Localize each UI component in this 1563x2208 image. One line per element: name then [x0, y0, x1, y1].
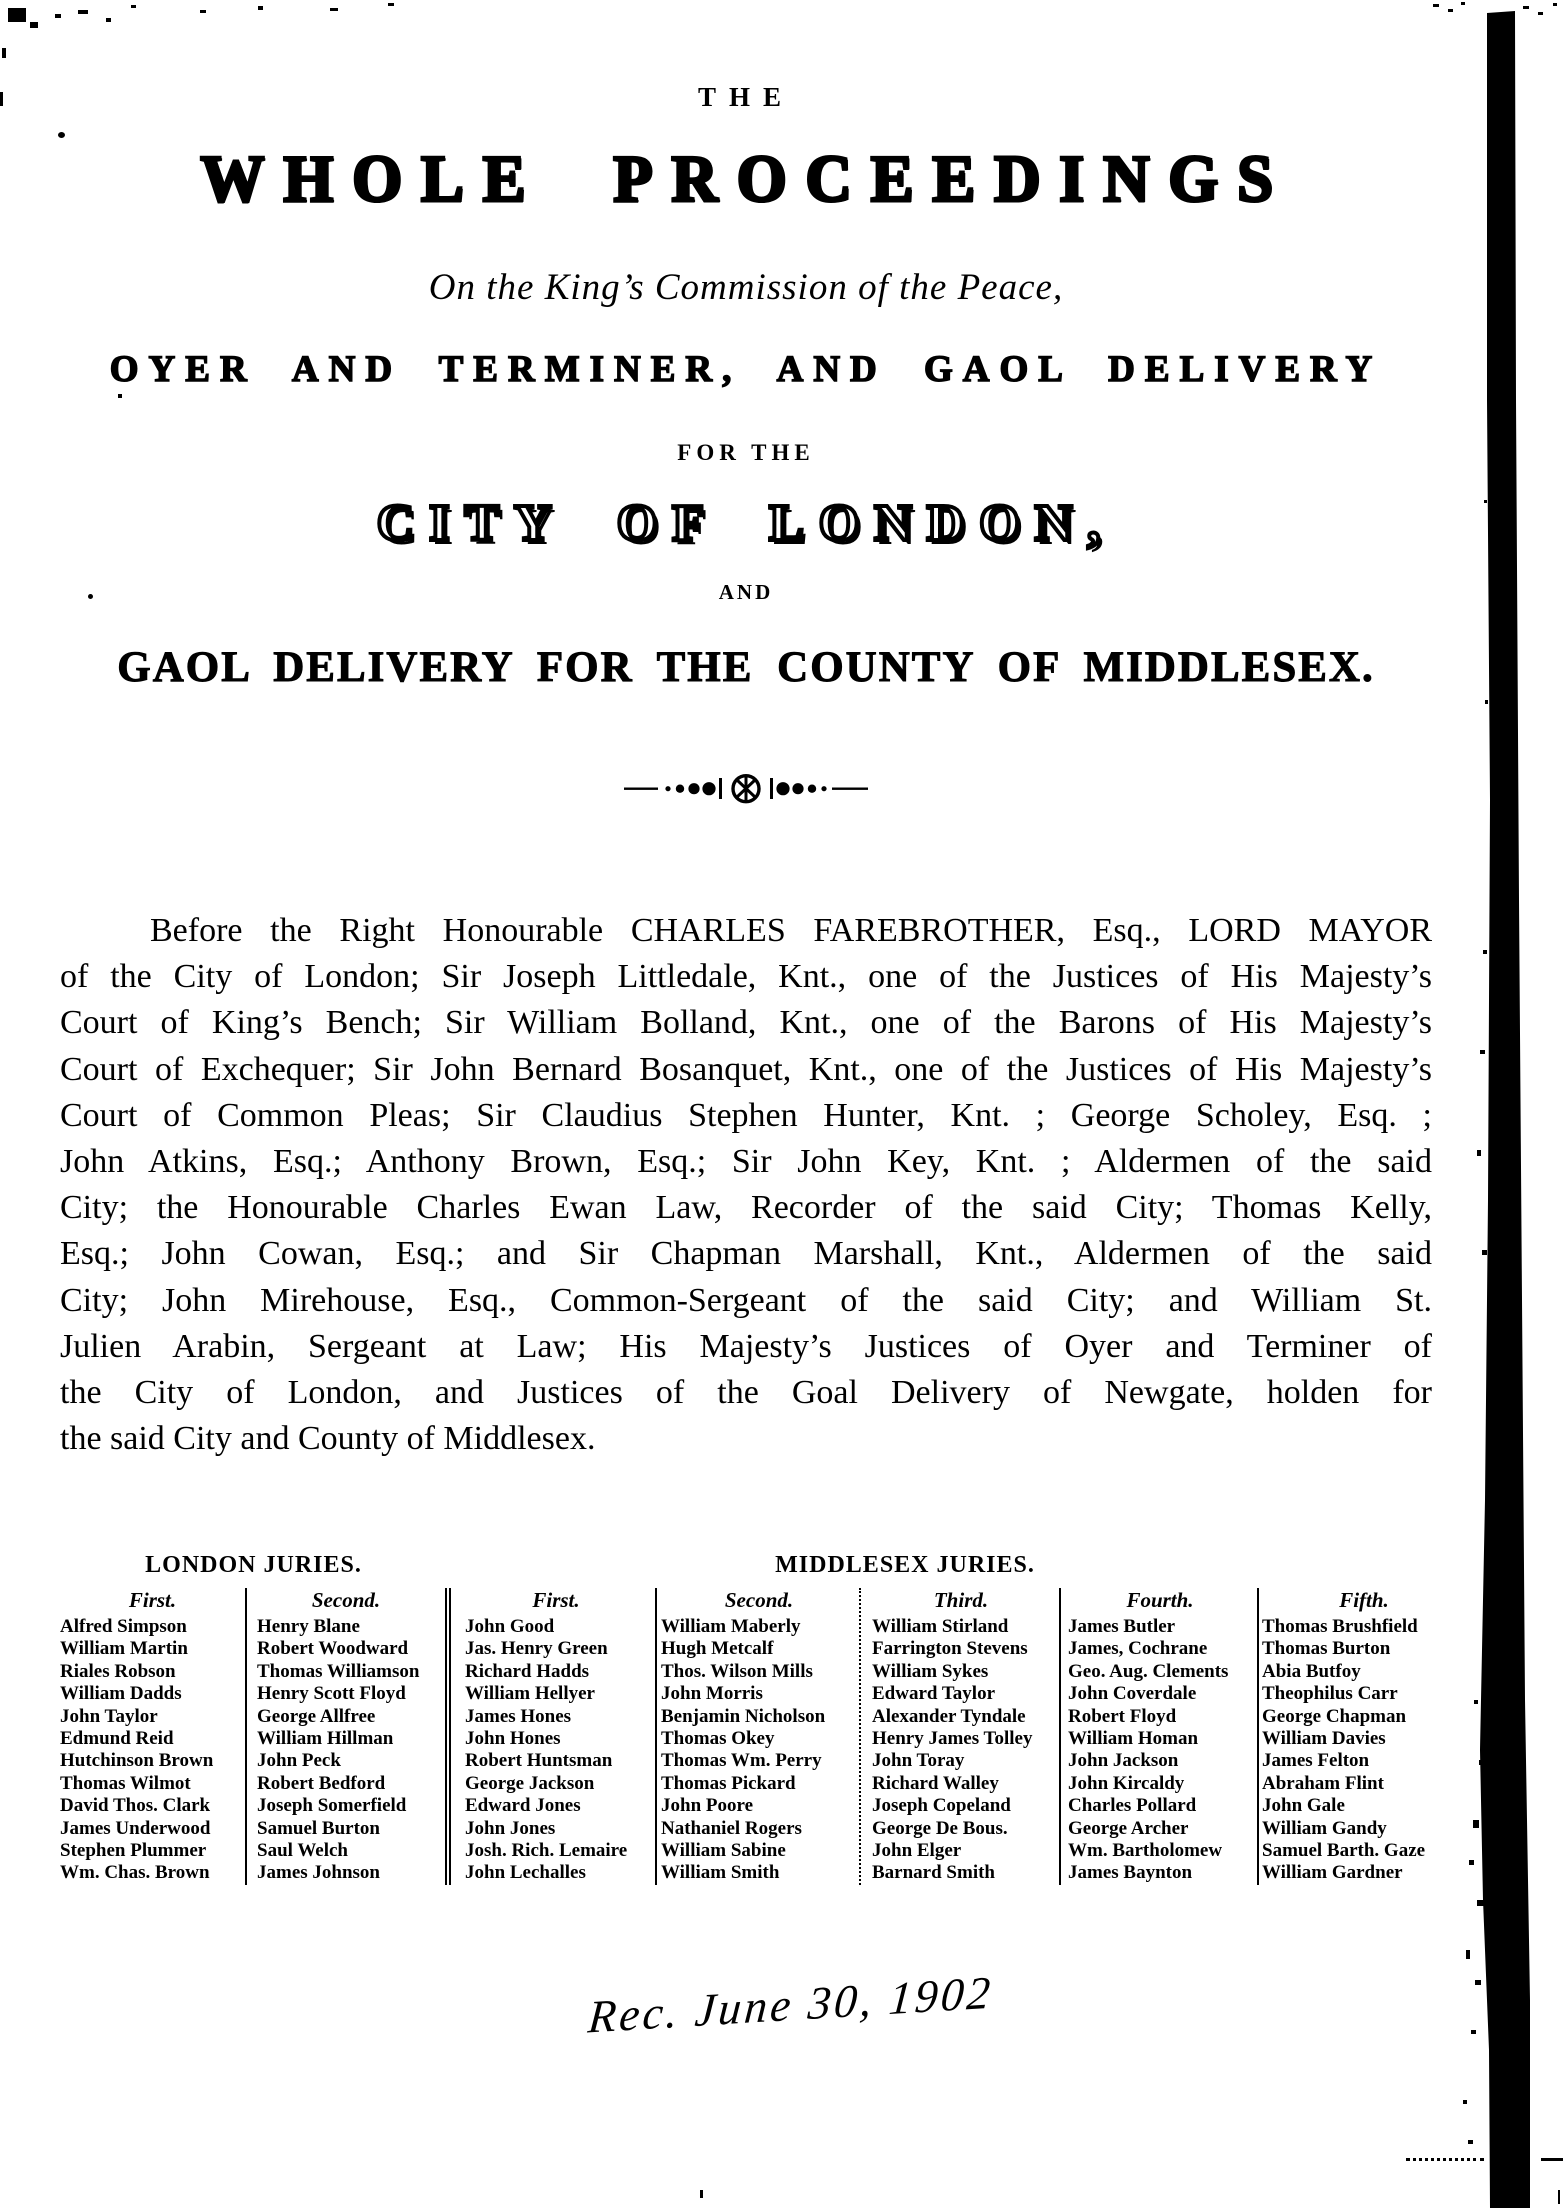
- juror-list: [659, 1616, 859, 1885]
- juror-name: John Hones: [465, 1728, 561, 1750]
- edge-dashed-line: [1406, 2158, 1484, 2161]
- juror-name: James Hones: [465, 1705, 572, 1727]
- juror-name: Robert Woodward: [257, 1638, 409, 1660]
- edge-dash: [1541, 2158, 1563, 2161]
- juror-name: James Johnson: [257, 1862, 380, 1884]
- juror-name: Hutchinson Brown: [60, 1750, 214, 1772]
- jury-column-label: Fourth.: [1126, 1588, 1194, 1612]
- juror-name: David Thos. Clark: [60, 1795, 211, 1817]
- juror-name: Thomas Pickard: [661, 1772, 796, 1794]
- juror-name: Joseph Copeland: [872, 1795, 1011, 1817]
- juror-name: Wm. Chas. Brown: [60, 1862, 210, 1884]
- jury-column-label: Second.: [724, 1588, 794, 1612]
- preamble-line: of the City of London; Sir Joseph Littledale, Knt., one of the Justices of His Majesty’s: [60, 958, 1432, 996]
- juror-name: William Stirland: [872, 1616, 1009, 1637]
- juror-name: William Homan: [1068, 1728, 1199, 1750]
- juror-list: [247, 1616, 445, 1885]
- and-label: AND: [718, 580, 774, 604]
- juror-name: Stephen Plummer: [60, 1840, 207, 1862]
- handwritten-date-note: Rec. June 30, 1902: [586, 1966, 995, 2043]
- juror-name: Samuel Burton: [257, 1817, 380, 1839]
- commission-line: On the King’s Commission of the Peace,: [428, 267, 1064, 308]
- preamble-line: the City of London, and Justices of the Goal Delivery of Newgate, holden for: [60, 1374, 1432, 1412]
- juror-name: Samuel Barth. Gaze: [1262, 1840, 1426, 1862]
- jury-column-london-first: [60, 1588, 247, 1885]
- juror-name: Geo. Aug. Clements: [1068, 1660, 1229, 1682]
- juror-name: Benjamin Nicholson: [661, 1705, 826, 1727]
- juror-list: [60, 1616, 245, 1885]
- juror-name: John Toray: [872, 1750, 965, 1772]
- jury-column-middlesex-second: [659, 1588, 861, 1885]
- juror-name: Josh. Rich. Lemaire: [465, 1840, 628, 1862]
- juror-name: Thomas Wilmot: [60, 1772, 191, 1794]
- juror-name: Theophilus Carr: [1262, 1683, 1398, 1705]
- juror-name: John Kircaldy: [1068, 1772, 1185, 1794]
- juror-name: Henry Scott Floyd: [257, 1683, 406, 1705]
- juror-name: John Elger: [872, 1840, 962, 1862]
- juror-name: William Hillman: [257, 1728, 394, 1750]
- juror-name: Edmund Reid: [60, 1728, 174, 1750]
- preamble-line: the said City and County of Middlesex.: [60, 1420, 596, 1458]
- juror-name: Abia Butfoy: [1262, 1660, 1361, 1682]
- juror-name: William Sabine: [661, 1840, 786, 1862]
- preamble-line: City; the Honourable Charles Ewan Law, Recorder of the said City; Thomas Kelly,: [60, 1189, 1432, 1227]
- gaol-delivery-heading: GAOL DELIVERY FOR THE COUNTY OF MIDDLESEX.: [117, 644, 1375, 691]
- juror-name: William Maberly: [661, 1616, 801, 1637]
- jury-lists: [0, 1588, 1563, 1888]
- juror-name: Henry Blane: [257, 1616, 360, 1637]
- juror-name: John Poore: [661, 1795, 754, 1817]
- juror-name: William Hellyer: [465, 1683, 595, 1705]
- juror-name: William Martin: [60, 1638, 188, 1660]
- juror-name: Thomas Okey: [661, 1728, 775, 1750]
- juror-name: Alexander Tyndale: [872, 1705, 1026, 1727]
- juror-name: Robert Floyd: [1068, 1705, 1177, 1727]
- jury-column-label: First.: [128, 1588, 177, 1612]
- juror-name: Thomas Wm. Perry: [661, 1750, 822, 1772]
- juror-name: John Taylor: [60, 1705, 158, 1727]
- juror-name: John Gale: [1262, 1795, 1345, 1817]
- preamble-line: Court of Exchequer; Sir John Bernard Bosanquet, Knt., one of the Justices of His Majesty’s: [60, 1050, 1432, 1088]
- juror-name: William Smith: [661, 1862, 780, 1884]
- binding-gutter: [1433, 0, 1563, 2208]
- jury-column-label: Second.: [311, 1588, 381, 1612]
- juror-name: Edward Jones: [465, 1795, 581, 1817]
- for-the-label: FOR THE: [677, 440, 815, 465]
- juror-name: Alfred Simpson: [60, 1616, 187, 1637]
- preamble-line: City; John Mirehouse, Esq., Common-Sergeant of the said City; and William St.: [60, 1281, 1432, 1319]
- juror-name: Saul Welch: [257, 1840, 348, 1862]
- jury-column-label: Fifth.: [1339, 1588, 1389, 1612]
- middlesex-juries-title: MIDDLESEX JURIES.: [775, 1552, 1035, 1578]
- juror-name: James Butler: [1068, 1616, 1176, 1637]
- juror-name: Thomas Brushfield: [1262, 1616, 1418, 1637]
- preamble-paragraph: [60, 908, 1432, 1462]
- juror-name: James Baynton: [1068, 1862, 1193, 1884]
- juror-name: Thomas Williamson: [257, 1660, 420, 1682]
- jury-column-label: First.: [532, 1588, 580, 1612]
- juror-name: James, Cochrane: [1068, 1638, 1208, 1660]
- juror-name: Barnard Smith: [872, 1862, 995, 1884]
- page-title: WHOLE PROCEEDINGS: [200, 141, 1292, 216]
- juror-name: Hugh Metcalf: [661, 1638, 774, 1660]
- preamble-line: John Atkins, Esq.; Anthony Brown, Esq.; Sir John Key, Knt. ; Aldermen of the said: [60, 1143, 1432, 1181]
- london-juries-title: LONDON JURIES.: [145, 1552, 362, 1578]
- jury-column-middlesex-first: [457, 1588, 657, 1885]
- juror-name: George Chapman: [1262, 1705, 1407, 1727]
- juror-name: Nathaniel Rogers: [661, 1817, 802, 1839]
- juror-name: George Allfree: [257, 1705, 376, 1727]
- juror-name: John Peck: [257, 1750, 341, 1772]
- page-kicker: THE: [697, 82, 795, 112]
- juror-name: Richard Walley: [872, 1772, 999, 1794]
- juror-list: [1063, 1616, 1257, 1885]
- juror-name: Robert Bedford: [257, 1772, 386, 1794]
- oyer-terminer-line: OYER AND TERMINER, AND GAOL DELIVERY: [109, 349, 1383, 390]
- juror-list: [457, 1616, 655, 1885]
- juror-name: Charles Pollard: [1068, 1795, 1197, 1817]
- juror-name: Wm. Bartholomew: [1068, 1840, 1223, 1862]
- juror-name: Riales Robson: [60, 1660, 176, 1682]
- juror-name: John Morris: [661, 1683, 763, 1705]
- juror-name: John Coverdale: [1068, 1683, 1197, 1705]
- jury-column-middlesex-fourth: [1063, 1588, 1259, 1885]
- juror-name: Thos. Wilson Mills: [661, 1660, 813, 1682]
- juror-name: Farrington Stevens: [872, 1638, 1028, 1660]
- jury-column-label: Third.: [933, 1588, 989, 1612]
- juror-name: George Jackson: [465, 1772, 595, 1794]
- juror-name: Abraham Flint: [1262, 1772, 1384, 1794]
- juror-list: [863, 1616, 1059, 1885]
- preamble-line: Before the Right Honourable CHARLES FAREBROTHER, Esq., LORD MAYOR: [150, 912, 1432, 949]
- juror-name: John Lechalles: [465, 1862, 586, 1884]
- juror-name: William Sykes: [872, 1660, 989, 1682]
- jury-column-london-second: [247, 1588, 451, 1885]
- juror-name: Thomas Burton: [1262, 1638, 1391, 1660]
- juror-name: Joseph Somerfield: [257, 1795, 407, 1817]
- juror-name: William Gandy: [1262, 1817, 1387, 1839]
- jury-column-middlesex-third: [863, 1588, 1061, 1885]
- preamble-line: Julien Arabin, Sergeant at Law; His Majesty’s Justices of Oyer and Terminer of: [60, 1327, 1432, 1365]
- juror-name: Robert Huntsman: [465, 1750, 613, 1772]
- section-divider-ornament: [60, 774, 1432, 809]
- juror-name: John Jackson: [1068, 1750, 1179, 1772]
- juror-name: George De Bous.: [872, 1817, 1008, 1839]
- city-of-london-line: CITY OF LONDON,: [376, 495, 1116, 552]
- juror-name: Richard Hadds: [465, 1660, 590, 1682]
- juror-name: John Good: [465, 1616, 555, 1637]
- juror-name: Henry James Tolley: [872, 1728, 1033, 1750]
- juror-name: John Jones: [465, 1817, 556, 1839]
- juror-name: William Davies: [1262, 1728, 1386, 1750]
- preamble-line: Esq.; John Cowan, Esq.; and Sir Chapman Marshall, Knt., Aldermen of the said: [60, 1235, 1432, 1273]
- preamble-line: Court of King’s Bench; Sir William Bolland, Knt., one of the Barons of His Majesty’s: [60, 1004, 1432, 1042]
- juror-name: Edward Taylor: [872, 1683, 996, 1705]
- juror-name: Jas. Henry Green: [465, 1638, 608, 1660]
- juror-name: James Felton: [1262, 1750, 1370, 1772]
- juror-name: James Underwood: [60, 1817, 211, 1839]
- juror-name: George Archer: [1068, 1817, 1189, 1839]
- juror-name: William Dadds: [60, 1683, 182, 1705]
- juror-name: William Gardner: [1262, 1862, 1403, 1884]
- preamble-line: Court of Common Pleas; Sir Claudius Stephen Hunter, Knt. ; George Scholey, Esq. ;: [60, 1096, 1432, 1134]
